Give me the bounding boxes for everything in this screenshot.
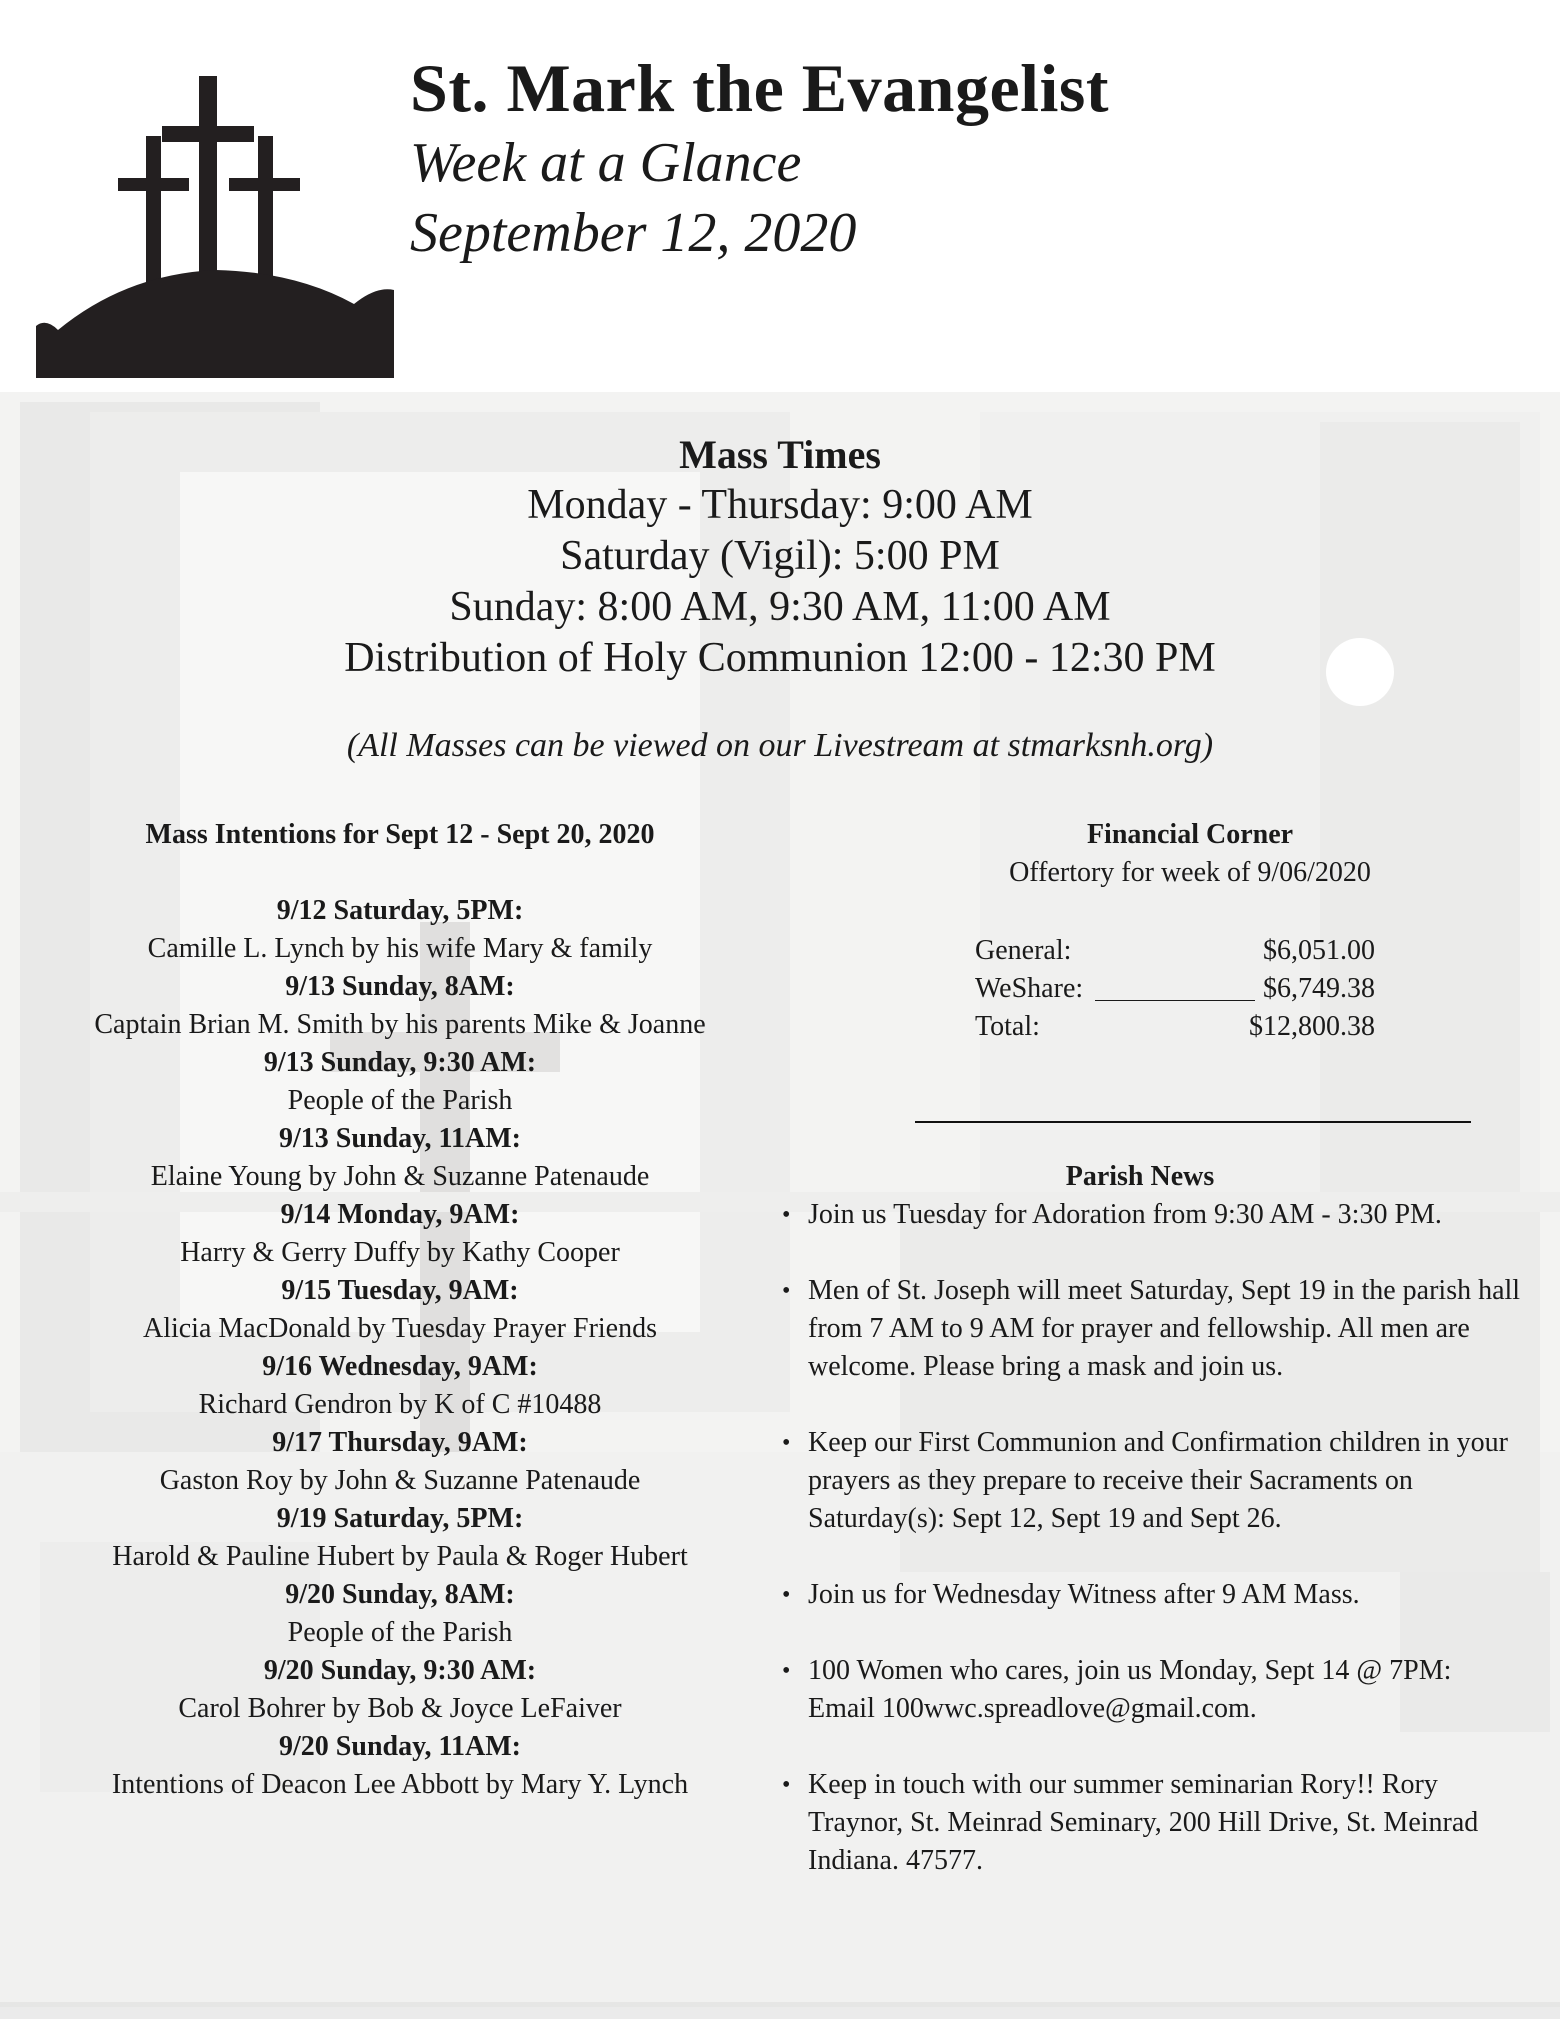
livestream-note: (All Masses can be viewed on our Livestream at stmarksnh.org) [346,727,1214,764]
offertory-label: General: [975,935,1072,966]
news-item: • Keep our First Communion and Confirmation children in your prayers as they prepare to receive their Sacraments on Saturday(s): Sept 12, Sept 19 and Sept 26. [782,1424,1522,1538]
intention-time: 9/13 Sunday, 8AM: [285,971,515,1002]
intention-time: 9/13 Sunday, 11AM: [279,1123,521,1154]
intention-time: 9/20 Sunday, 11AM: [279,1731,521,1762]
intention-time: 9/13 Sunday, 9:30 AM: [263,1047,537,1078]
intention-item [40,1500,760,1576]
parish-news-list [782,1196,1522,1918]
offertory-amount: $6,749.38 [1263,973,1375,1004]
offertory-label: WeShare: [975,973,1084,1004]
news-item: • Join us Tuesday for Adoration from 9:30 AM - 3:30 PM. [782,1196,1522,1234]
intention-name: Elaine Young by John & Suzanne Patenaude [150,1161,650,1192]
intention-item [40,1120,760,1196]
mass-time-line: Monday - Thursday: 9:00 AM [527,482,1033,528]
offertory-label: Total: [975,1011,1040,1042]
intention-name: Carol Bohrer by Bob & Joyce LeFaiver [178,1693,622,1724]
intention-item [40,1576,760,1652]
intention-name: Harold & Pauline Hubert by Paula & Roger Hubert [112,1541,688,1572]
offertory-amount: $12,800.38 [1249,1011,1375,1042]
offertory-row-general [975,932,1375,970]
mass-time-line: Saturday (Vigil): 5:00 PM [560,533,1000,579]
offertory-week: Offertory for week of 9/06/2020 [1009,857,1371,888]
intention-item [40,892,760,968]
page-subtitle: Week at a Glance [410,132,802,194]
intention-time: 9/20 Sunday, 8AM: [285,1579,515,1610]
intention-name: Richard Gendron by K of C #10488 [198,1389,602,1420]
intention-item [40,968,760,1044]
intention-item [40,1196,760,1272]
three-crosses-on-hill-icon [36,74,396,378]
parish-news-heading: Parish News [1065,1161,1215,1192]
offertory-row-total [975,1008,1375,1046]
news-item: • Keep in touch with our summer seminarian Rory!! Rory Traynor, St. Meinrad Seminary, 200 Hill Drive, St. Meinrad Indiana. 47577. [782,1766,1522,1880]
intentions-heading: Mass Intentions for Sept 12 - Sept 20, 2020 [145,819,655,850]
intention-time: 9/17 Thursday, 9AM: [272,1427,528,1458]
intention-time: 9/14 Monday, 9AM: [280,1199,520,1230]
intention-name: Alicia MacDonald by Tuesday Prayer Friends [142,1313,658,1344]
financial-heading: Financial Corner [1086,819,1294,850]
intention-time: 9/15 Tuesday, 9AM: [281,1275,519,1306]
page-bottom-band [0,2007,1560,2019]
intention-time: 9/16 Wednesday, 9AM: [262,1351,538,1382]
intention-item [40,1272,760,1348]
mass-time-line: Distribution of Holy Communion 12:00 - 12:30 PM [344,635,1216,681]
intention-item [40,1348,760,1424]
mass-intentions-section [40,816,760,1804]
intention-item [40,1424,760,1500]
intention-time: 9/19 Saturday, 5PM: [276,1503,524,1534]
intention-time: 9/12 Saturday, 5PM: [276,895,524,926]
intention-item [40,1044,760,1120]
news-item: • Join us for Wednesday Witness after 9 AM Mass. [782,1576,1522,1614]
financial-corner-section [960,816,1420,892]
bulletin-date: September 12, 2020 [410,202,857,264]
intention-name: Captain Brian M. Smith by his parents Mike & Joanne [94,1009,706,1040]
intention-name: Camille L. Lynch by his wife Mary & family [147,933,653,964]
intention-item [40,1652,760,1728]
offertory-amount: $6,051.00 [1263,935,1375,966]
mass-times-section [0,430,1560,684]
underline-rule [1095,1000,1255,1001]
news-item: • Men of St. Joseph will meet Saturday, Sept 19 in the parish hall from 7 AM to 9 AM for prayer and fellowship. All men are welcome. Please bring a mask and join us. [782,1272,1522,1386]
offertory-row-weshare [975,970,1375,1008]
section-divider [915,1121,1471,1123]
page-title: St. Mark the Evangelist [410,50,1110,126]
intention-name: Harry & Gerry Duffy by Kathy Cooper [180,1237,620,1268]
intention-time: 9/20 Sunday, 9:30 AM: [263,1655,537,1686]
intention-name: Gaston Roy by John & Suzanne Patenaude [159,1465,641,1496]
intention-name: People of the Parish [287,1085,513,1116]
intention-item [40,1728,760,1804]
news-item: • 100 Women who cares, join us Monday, Sept 14 @ 7PM: Email 100wwc.spreadlove@gmail.com. [782,1652,1522,1728]
mass-times-heading: Mass Times [679,432,881,477]
intention-name: Intentions of Deacon Lee Abbott by Mary Y. Lynch [111,1769,689,1800]
offertory-table [975,932,1375,1046]
mass-time-line: Sunday: 8:00 AM, 9:30 AM, 11:00 AM [449,584,1111,630]
intention-name: People of the Parish [287,1617,513,1648]
